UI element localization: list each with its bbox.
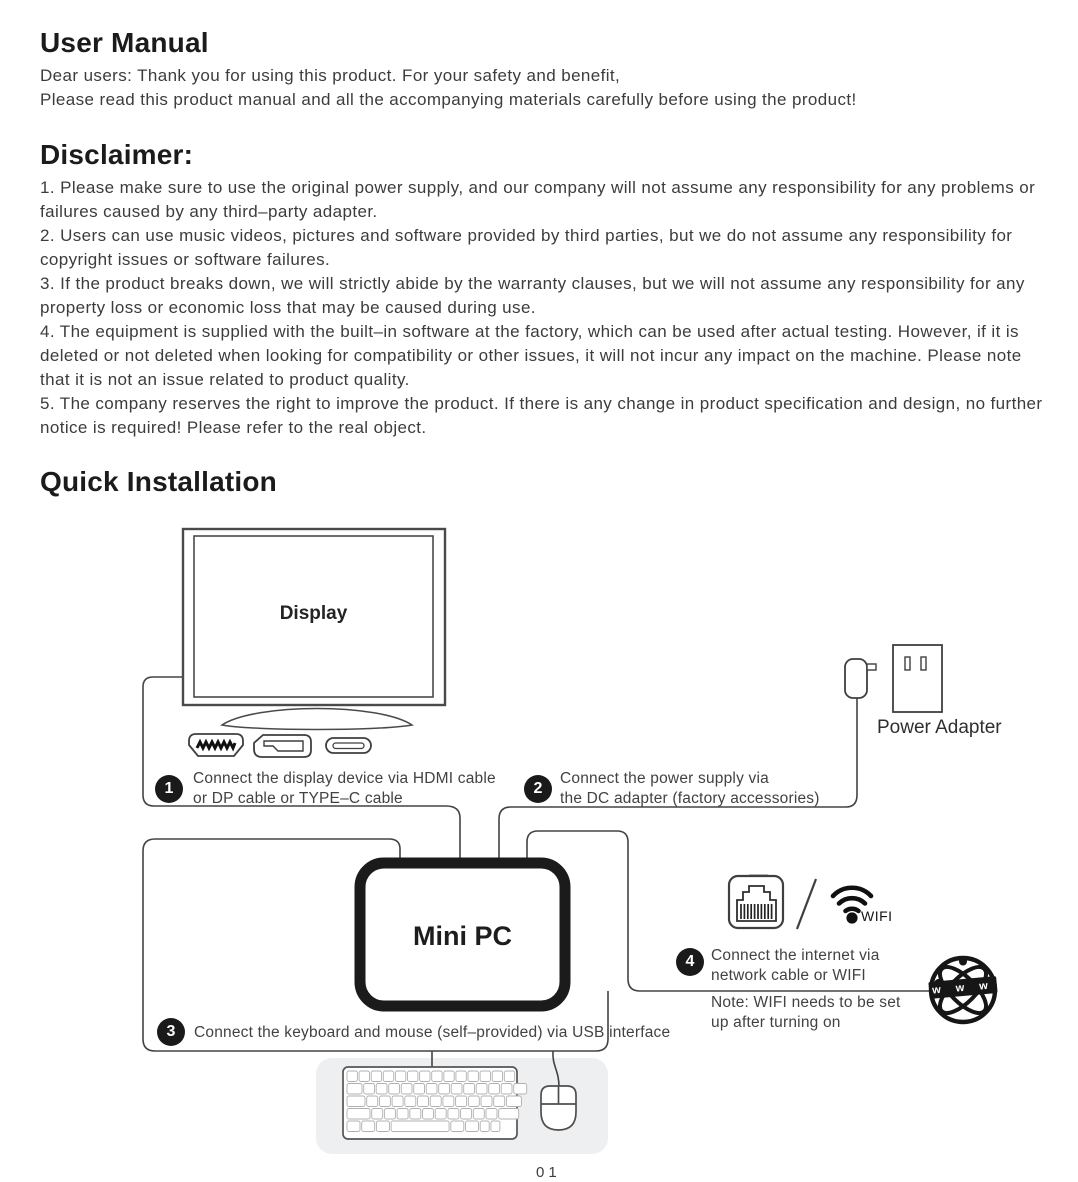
disclaimer-heading: Disclaimer:	[40, 139, 194, 170]
display-label: Display	[279, 603, 348, 624]
step-3-badge: 3	[157, 1018, 185, 1046]
step-1-badge: 1	[155, 775, 183, 803]
disclaimer-item: 1. Please make sure to use the original power supply, and our company will not assume any responsibility for any problems or failures caused by any third–party adapter.	[40, 178, 1036, 221]
disclaimer-item: 5. The company reserves the right to improve the product. If there is any change in product specification and design, no further notice is required! Please refer to the real object.	[40, 394, 1043, 437]
typec-connector-icon	[326, 738, 371, 753]
keyboard-icon	[343, 1067, 527, 1139]
step-1-text: Connect the display device via HDMI cable or DP cable or TYPE–C cable	[193, 770, 496, 807]
ethernet-port-icon	[729, 874, 783, 928]
www-label: w w w	[931, 979, 995, 997]
keyboard-keys	[347, 1071, 527, 1132]
disclaimer-item: 4. The equipment is supplied with the built–in software at the factory, which can be used after actual testing. However, if it is deleted or not deleted when looking for compatibility or other issues, it will not incur any impact on the machine. Please note that it is not an issue related to product quality.	[40, 322, 1022, 389]
step-3-text: Connect the keyboard and mouse (self–provided) via USB interface	[194, 1024, 671, 1041]
mouse-icon	[541, 1086, 576, 1130]
step-4-text: Connect the internet via network cable or WIFI	[711, 947, 880, 984]
intro-line-1: Dear users: Thank you for using this product. For your safety and benefit,	[40, 66, 621, 85]
disclaimer-item: 3. If the product breaks down, we will strictly abide by the warranty clauses, but we will not assume any responsibility for any property loss or economic loss that may be caused during use.	[40, 274, 1025, 317]
wifi-label: WIFI	[861, 908, 893, 924]
wifi-note: Note: WIFI needs to be set up after turning on	[711, 994, 901, 1031]
step-2-badge: 2	[524, 775, 552, 803]
page-number: 01	[536, 1164, 561, 1181]
disclaimer-item: 2. Users can use music videos, pictures and software provided by third parties, but we do not assume any responsibility for copyright issues or software failures.	[40, 226, 1013, 269]
intro-line-2: Please read this product manual and all the accompanying materials carefully before using the product!	[40, 90, 857, 109]
hdmi-connector-icon	[189, 734, 243, 756]
step-4-badge: 4	[676, 948, 704, 976]
step-2-text: Connect the power supply via the DC adapter (factory accessories)	[560, 770, 820, 807]
display-monitor-icon	[183, 529, 445, 730]
power-adapter-icon	[845, 645, 942, 712]
displayport-connector-icon	[254, 735, 311, 757]
mini-pc-label: Mini PC	[413, 921, 512, 951]
power-adapter-label: Power Adapter	[877, 717, 1002, 738]
slash-divider	[797, 879, 816, 929]
quick-installation-heading: Quick Installation	[40, 466, 277, 497]
page-title: User Manual	[40, 27, 209, 58]
